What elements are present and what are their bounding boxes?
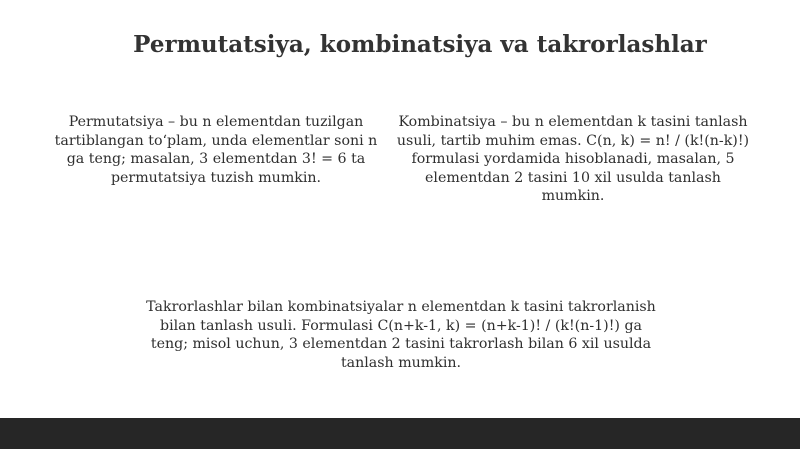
- slide-title: Permutatsiya, kombinatsiya va takrorlashlar: [133, 31, 707, 58]
- paragraph-combination: Kombinatsiya – bu n elementdan k tasini tanlash usuli, tartib muhim emas. C(n, k) = n! / (k!(n-k)!) formulasi yordamida hisoblanadi, masalan, 5 elementdan 2 tasini 10 xil usulda tanlash mumkin.: [396, 114, 750, 204]
- paragraph-permutation: Permutatsiya – bu n elementdan tuzilgan tartiblangan toʻplam, unda elementlar soni n ga teng; masalan, 3 elementdan 3! = 6 ta permutatsiya tuzish mumkin.: [54, 114, 378, 186]
- bottom-bar: [0, 418, 800, 449]
- paragraph-combination-with-repetition: Takrorlashlar bilan kombinatsiyalar n elementdan k tasini takrorlanish bilan tanlash usuli. Formulasi C(n+k-1, k) = (n+k-1)! / (k!(n-1)!) ga teng; misol uchun, 3 elementdan 2 tasini takrorlash bilan 6 xil usulda tanlash mumkin.: [146, 299, 656, 371]
